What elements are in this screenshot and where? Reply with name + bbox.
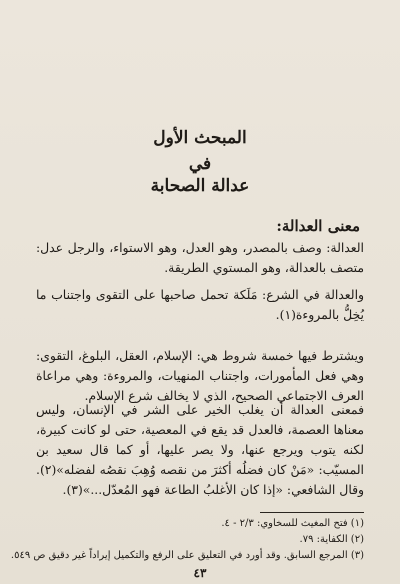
chapter-title: المبحث الأول xyxy=(153,128,247,148)
paragraph-definition-language: العدالة: وصف بالمصدر، وهو العدل، وهو الاستواء، والرجل عدل: متصف بالعدالة، وهو المستوي الطريقة. xyxy=(36,240,364,275)
footnotes xyxy=(10,516,364,564)
footnote-2: (٢) الكفاية: ٧٩. xyxy=(299,534,364,545)
footnote-1: (١) فتح المغيث للسخاوي: ٢/٣ - ٤. xyxy=(221,518,364,529)
chapter-subtitle: عدالة الصحابة xyxy=(150,176,250,196)
page-number: ٤٣ xyxy=(193,566,207,580)
footnote-divider xyxy=(260,512,364,513)
paragraph-definition-sharia: والعدالة في الشرع: مَلَكة تحمل صاحبها على التقوى واجتناب ما يُخِلُّ بالمروءة(١). xyxy=(36,287,364,322)
paragraph-meaning: فمعنى العدالة أن يغلب الخير على الشر في الإنسان، وليس معناها العصمة، فالعدل قد يقع في المعصية، حتى لو كانت كبيرة، لكنه يتوب ويرجع عنها، ولا يصر عليها، أو كما قال سعيد بن المسيّب: «مَنْ كان فضلُه أكثرَ من نقصه وُهِبَ نقصُه لفضله»(٢). وقال الشافعي: «إذا كان الأغلبُ الطاعة فهو المُعدّل...»(٣). xyxy=(36,402,364,497)
section-heading: معنى العدالة: xyxy=(276,217,360,235)
chapter-title-connector: في xyxy=(188,154,212,174)
paragraph-conditions: ويشترط فيها خمسة شروط هي: الإسلام، العقل، البلوغ، التقوى: وهي فعل المأمورات، واجتناب المنهيات، والمروءة: وهي مراعاة العرف الاجتماعي الصحيح، الذي لا يخالف شرع الإسلام. xyxy=(36,348,364,403)
footnote-3: (٣) المرجع السابق. وقد أورد في التعليق على الرفع والتكميل إيراداً غير دقيق ص ٥٤٩. xyxy=(10,550,364,561)
